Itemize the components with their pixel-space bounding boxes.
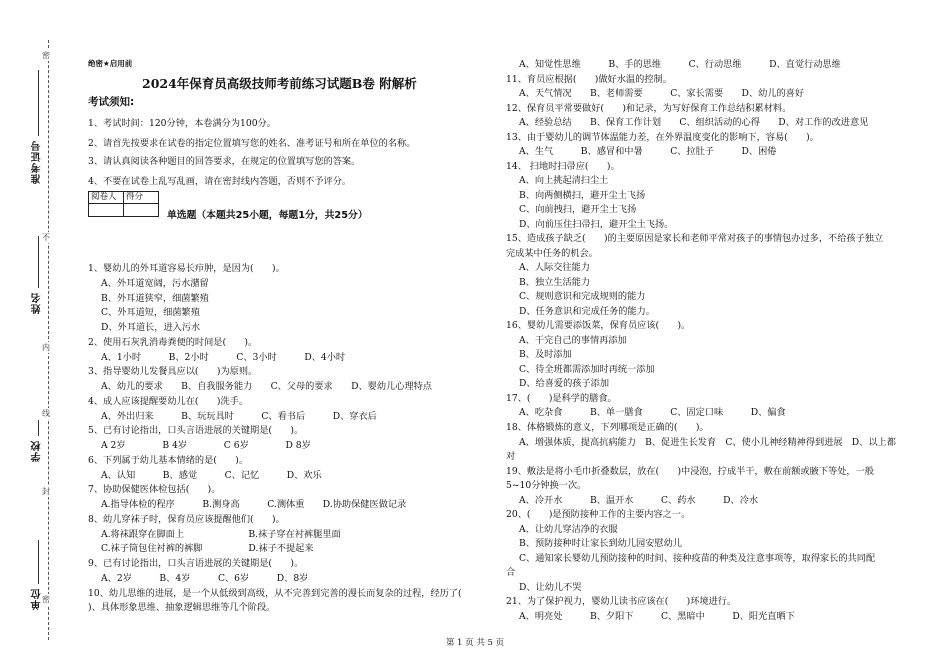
score-cell[interactable]	[124, 204, 159, 217]
answer-option: A、经验总结 B、保育工作计划 C、组织活动的心得 D、对工作的改进意见	[519, 117, 869, 129]
name-label: 姓名	[32, 292, 43, 314]
answer-option: B、及时添加	[519, 349, 572, 361]
seal-char: 内	[42, 343, 50, 352]
page-title: 2024年保育员高级技师考前练习试题B卷 附解析	[142, 76, 417, 91]
answer-option: A.指导体检的程序 B.测身高 C.测体重 D.协助保健医做记录	[101, 499, 407, 510]
question-line: 5~10分钟换一次。	[506, 480, 587, 492]
score-table	[88, 191, 159, 217]
answer-option: A、让幼儿穿洁净的衣服	[519, 523, 618, 535]
answer-option: A、知觉性思维 B、手的思维 C、行动思维 D、直觉行动思维	[519, 59, 841, 70]
exam-number-label: 准考证号	[32, 140, 43, 184]
answer-option: C、规则意识和完成规则的能力	[519, 291, 646, 303]
unit-label: 单位	[32, 588, 43, 610]
question-line: 完成某中任务的机会。	[506, 247, 598, 259]
answer-option: A、干完自己的事情再添加	[519, 334, 627, 346]
exam-number-line[interactable]	[38, 70, 39, 136]
answer-option: A、增强体质，提高抗病能力 B、促进生长发育 C、使小儿神经精神得到进展 D、以上都	[519, 436, 896, 448]
answer-option: B、预防接种时让家长到幼儿园安慰幼儿	[519, 538, 682, 550]
answer-option: D、让幼儿不哭	[519, 581, 582, 593]
score-header: 得分	[124, 192, 159, 204]
unit-line[interactable]	[38, 540, 39, 584]
question-line: 12、保育员平常要做好( )和记录，为写好保育工作总结积累材料。	[506, 102, 792, 114]
question-line: )、具体形象思维、抽象逻辑思维等几个阶段。	[88, 602, 276, 614]
answer-option: A、2岁 B、4岁 C、6岁 D、8岁	[101, 572, 309, 584]
notice-item: 4、不要在试卷上乱写乱画，请在密封线内答题，否则不予评分。	[88, 176, 352, 187]
grader-header: 阅卷人	[89, 192, 124, 204]
binding-margin	[0, 0, 60, 671]
answer-option: B、独立生活能力	[519, 276, 591, 288]
question-line: 6、下列属于幼儿基本情绪的是( )。	[88, 454, 249, 466]
question-line: 7、协助保健医体检包括( )。	[88, 484, 221, 496]
school-label: 学校	[32, 440, 43, 462]
answer-option: A、明亮处 B、夕阳下 C、黑暗中 D、阳光直晒下	[519, 610, 795, 622]
name-line[interactable]	[38, 236, 39, 288]
question-line: 17、( )是科学的膳食。	[506, 392, 617, 404]
answer-option: A、幼儿的要求 B、自我服务能力 C、父母的要求 D、婴幼儿心理特点	[101, 381, 432, 392]
answer-option: D、向前压住扫帚扫，避开尘土飞扬。	[519, 218, 674, 230]
page-footer: 第 1 页 共 5 页	[445, 638, 505, 648]
seal-char: 密	[42, 51, 50, 60]
answer-option: C、通知家长婴幼儿预防接种的时间、接种疫苗的种类及注意事项等，取得家长的共同配	[519, 552, 876, 564]
answer-option: A、人际交往能力	[519, 262, 590, 274]
seal-dashed-line	[48, 40, 49, 640]
answer-option: A、冷开水 B、温开水 C、药水 D、冷水	[519, 494, 759, 506]
question-line: 1、婴幼儿的外耳道容易长疖肿，是因为( )。	[88, 263, 285, 274]
question-line: 13、由于婴幼儿的调节体温能力差，在外界温度变化的影响下，容易( )。	[506, 131, 819, 143]
school-line[interactable]	[38, 420, 39, 436]
answer-option: D、外耳道长，进入污水	[101, 322, 201, 333]
notice-item: 2、请首先按要求在试卷的指定位置填写您的姓名、准考证号和所在单位的名称。	[88, 138, 416, 149]
grader-cell[interactable]	[89, 204, 124, 217]
question-line: 19、敷法是将小毛巾折叠数层，放在( )中浸泡，拧成半干，敷在前额或腋下等处，一般	[506, 465, 874, 477]
answer-option: D、任务意识和完成任务的能力。	[519, 305, 655, 317]
question-line: 3、指导婴幼儿发餐具应以( )为原则。	[88, 366, 258, 378]
question-line: 9、已有讨论指出，口头言语进展的关键期是( )。	[88, 558, 304, 569]
notice-heading: 考试须知:	[88, 96, 135, 108]
question-line: 15、造成孩子缺乏( )的主要原因是家长和老师平常对孩子的事情包办过多，不给孩子独立	[506, 233, 884, 245]
answer-option: A.将袜跟穿在脚面上 B.袜子穿在衬裤腿里面	[101, 528, 341, 540]
question-line: 对	[506, 451, 516, 463]
question-line: 5、已有讨论指出，口头言语进展的关键期是( )。	[88, 425, 304, 437]
seal-char: 封	[42, 487, 50, 496]
seal-char: 密	[42, 595, 50, 604]
secret-tag: 绝密★启用前	[88, 59, 133, 68]
question-line: 合	[506, 567, 516, 579]
answer-option: A、外出归来 B、玩玩具时 C、看书后 D、穿衣后	[101, 410, 377, 422]
question-line: 18、体格锻炼的意义，下列哪项是正确的( )。	[506, 422, 709, 433]
answer-option: A 2岁 B 4岁 C 6岁 D 8岁	[101, 440, 311, 451]
answer-option: A、外耳道宽阔，污水潴留	[101, 277, 209, 289]
answer-option: A、天气情况 B、老师需要 C、家长需要 D、幼儿的喜好	[519, 88, 805, 100]
section-title: 单选题（本题共25小题，每题1分，共25分）	[167, 210, 368, 221]
answer-option: A、向上挑起清扫尘土	[519, 175, 609, 187]
question-line: 2、使用石灰乳消毒粪便的时间是( )。	[88, 336, 258, 348]
question-line: 8、幼儿穿袜子时，保育员应该提醒他们( )。	[88, 513, 285, 525]
question-line: 16、婴幼儿需要添饭菜，保育员应该( )。	[506, 320, 691, 332]
answer-option: A、生气 B、感冒和中暑 C、拉肚子 D、困倦	[519, 146, 777, 158]
seal-char: 线	[42, 409, 50, 418]
seal-char: 不	[42, 233, 50, 242]
answer-option: A、1小时 B、2小时 C、3小时 D、4小时	[101, 351, 346, 363]
answer-option: C、向前拽扫，避开尘土飞扬	[519, 204, 637, 216]
answer-option: A、认知 B、感觉 C、记忆 D、欢乐	[101, 469, 322, 481]
question-line: 14、 扫地时扫帚应( )。	[506, 160, 620, 172]
answer-option: A、吃杂食 B、单一膳食 C、固定口味 D、偏食	[519, 407, 786, 419]
notice-item: 1、考试时间：120分钟，本卷满分为100分。	[88, 118, 276, 129]
answer-option: D、给喜爱的孩子添加	[519, 378, 610, 390]
question-line: 4、成人应该提醒要幼儿在( )洗手。	[88, 395, 249, 407]
question-line: 20、( )是预防接种工作的主要内容之一。	[506, 509, 691, 521]
question-line: 11、育员应根据( )做好水温的控制。	[506, 73, 672, 85]
question-line: 21、为了保护视力，婴幼儿读书应该在( )环境进行。	[506, 596, 737, 608]
answer-option: B、外耳道狭窄，细菌繁殖	[101, 292, 209, 304]
question-line: 10、幼儿思维的进展，是一个从低级到高级，从不完善到完善的漫长而复杂的过程，经历了(	[88, 587, 462, 599]
answer-option: B、向两侧横扫，避开尘土飞扬	[519, 189, 646, 201]
answer-option: C.袜子筒包住衬裤的裤脚 D.袜子不提起来	[101, 543, 314, 555]
notice-item: 3、请认真阅读各种题目的回答要求，在规定的位置填写您的答案。	[88, 156, 361, 167]
answer-option: C、外耳道短，细菌繁殖	[101, 307, 200, 319]
answer-option: C、待全班都需添加时再统一添加	[519, 363, 655, 375]
